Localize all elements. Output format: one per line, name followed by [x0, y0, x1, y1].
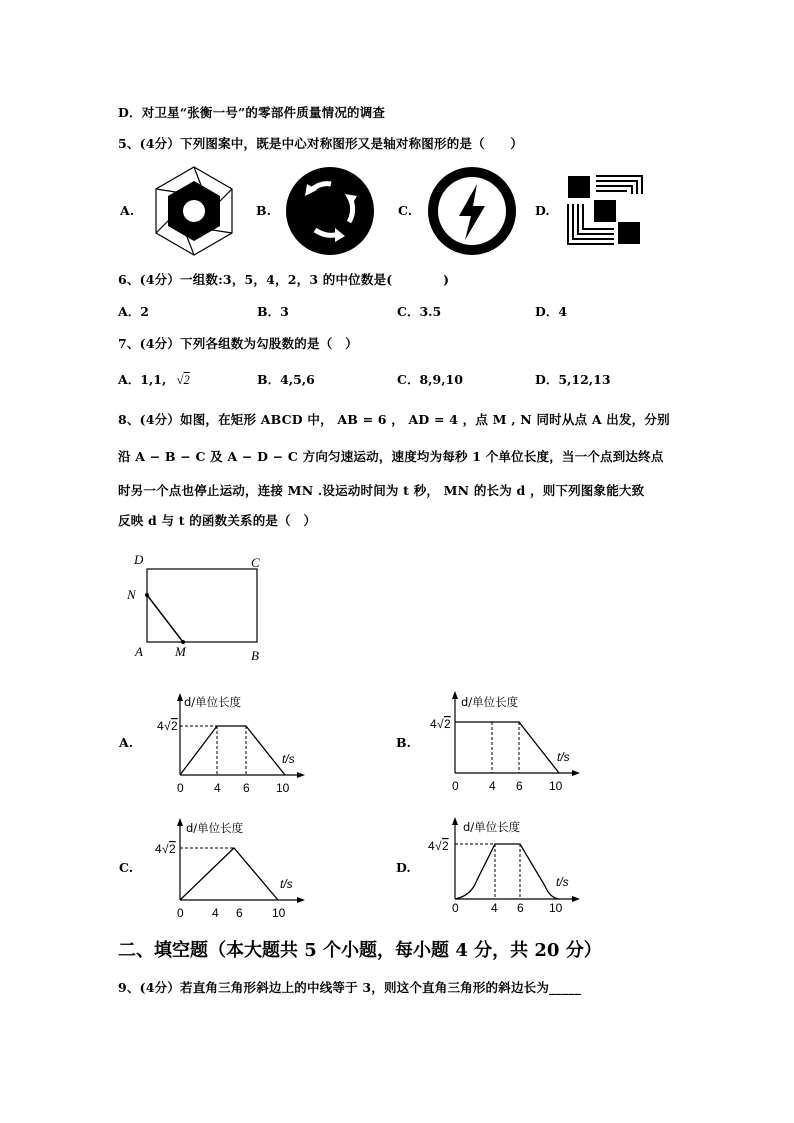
y-mark-coef: 4	[155, 842, 162, 856]
y-mark-sqrt: √	[435, 839, 442, 853]
section-heading-fill-in: 二、填空题（本大题共 5 个小题，每小题 4 分，共 20 分）	[118, 940, 602, 961]
q8-label-a: A.	[119, 735, 134, 750]
q7-option-a-radicand: 2	[183, 373, 190, 387]
q6-option-c: C．3.5	[397, 304, 442, 319]
tick-6: 6	[516, 779, 523, 793]
q5-label-c: C.	[398, 203, 413, 218]
q8-stem-line4: 反映 d 与 t 的函数关系的是（ ）	[118, 513, 317, 528]
y-mark-radicand: 2	[169, 842, 176, 856]
tick-10: 10	[549, 901, 563, 915]
q4-option-d: D．对卫星“张衡一号”的零部件质量情况的调查	[118, 105, 386, 120]
graph-b	[425, 688, 585, 798]
y-mark-coef: 4	[430, 717, 437, 731]
x-axis-label: t/s	[282, 752, 295, 766]
tick-10: 10	[549, 779, 563, 793]
y-axis-label: d/单位长度	[184, 695, 242, 709]
q7-option-c: C．8,9,10	[397, 372, 463, 387]
label-n: N	[127, 587, 136, 602]
tick-6: 6	[243, 781, 250, 795]
tick-4: 4	[212, 906, 219, 920]
q6-option-a: A．2	[118, 304, 149, 319]
q8-label-d: D.	[396, 860, 411, 875]
tick-0: 0	[452, 901, 459, 915]
tick-0: 0	[177, 906, 184, 920]
y-mark-sqrt: √	[162, 842, 169, 856]
roundabout-arrows-figure	[285, 166, 375, 256]
q8-stem-line1: 8、(4分）如图，在矩形 ABCD 中， AB = 6 ， AD = 4 ，点 M , N 同时从点 A 出发，分别	[118, 412, 670, 427]
rectangle-abcd-figure	[120, 550, 280, 665]
lightning-circle-figure	[427, 166, 517, 256]
q6-stem: 6、(4分）一组数:3，5，4，2，3 的中位数是( )	[118, 272, 450, 287]
q6-option-d: D．4	[535, 304, 568, 319]
label-m: M	[175, 644, 186, 659]
y-mark-sqrt: √	[164, 719, 171, 733]
y-mark-radicand: 2	[171, 719, 178, 733]
y-axis-label: d/单位长度	[461, 695, 519, 709]
tick-0: 0	[177, 781, 184, 795]
x-axis-label: t/s	[557, 750, 570, 764]
tick-10: 10	[276, 781, 290, 795]
y-mark-radicand: 2	[442, 839, 449, 853]
q9-stem: 9、(4分）若直角三角形斜边上的中线等于 3，则这个直角三角形的斜边长为_____	[118, 980, 582, 995]
q7-stem: 7、(4分）下列各组数为勾股数的是（ ）	[118, 336, 358, 351]
q7-option-a	[118, 370, 190, 388]
label-d: D	[134, 552, 144, 567]
tick-4: 4	[214, 781, 221, 795]
y-mark-coef: 4	[157, 719, 164, 733]
q5-label-a: A.	[120, 203, 135, 218]
label-a: A	[135, 644, 143, 659]
tick-6: 6	[236, 906, 243, 920]
q8-label-c: C.	[119, 860, 134, 875]
x-axis-label: t/s	[556, 875, 569, 889]
q8-stem-line2: 沿 A − B − C 及 A − D − C 方向匀速运动，速度均为每秒 1 个单位长度，当一个点到达终点	[118, 449, 664, 464]
tick-4: 4	[491, 901, 498, 915]
graph-d	[425, 814, 585, 924]
q7-option-b: B．4,5,6	[257, 372, 315, 387]
y-axis-label: d/单位长度	[463, 820, 521, 834]
tick-10: 10	[272, 906, 286, 920]
q6-option-b: B．3	[257, 304, 289, 319]
tick-6: 6	[517, 901, 524, 915]
squares-stripes-figure	[566, 174, 644, 246]
q5-label-d: D.	[535, 203, 550, 218]
graph-a	[150, 690, 310, 800]
graph-c	[150, 815, 310, 925]
tick-4: 4	[489, 779, 496, 793]
y-mark-radicand: 2	[444, 717, 451, 731]
label-c: C	[251, 555, 260, 570]
label-b: B	[251, 648, 259, 663]
q5-label-b: B.	[256, 203, 271, 218]
y-axis-label: d/单位长度	[186, 821, 244, 835]
y-mark-coef: 4	[428, 839, 435, 853]
q8-stem-line3: 时另一个点也停止运动，连接 MN .设运动时间为 t 秒， MN 的长为 d ，则下列图象能大致	[118, 483, 645, 498]
tick-0: 0	[452, 779, 459, 793]
q8-label-b: B.	[396, 735, 411, 750]
q7-option-d: D．5,12,13	[535, 372, 611, 387]
q7-option-a-text: A．1,1,	[118, 372, 167, 387]
x-axis-label: t/s	[280, 877, 293, 891]
y-mark-sqrt: √	[437, 717, 444, 731]
sqrt-sign: √2	[176, 373, 190, 387]
q5-stem: 5、(4分）下列图案中，既是中心对称图形又是轴对称图形的是（ ）	[118, 136, 523, 151]
shutter-hexagon-figure	[148, 165, 240, 257]
